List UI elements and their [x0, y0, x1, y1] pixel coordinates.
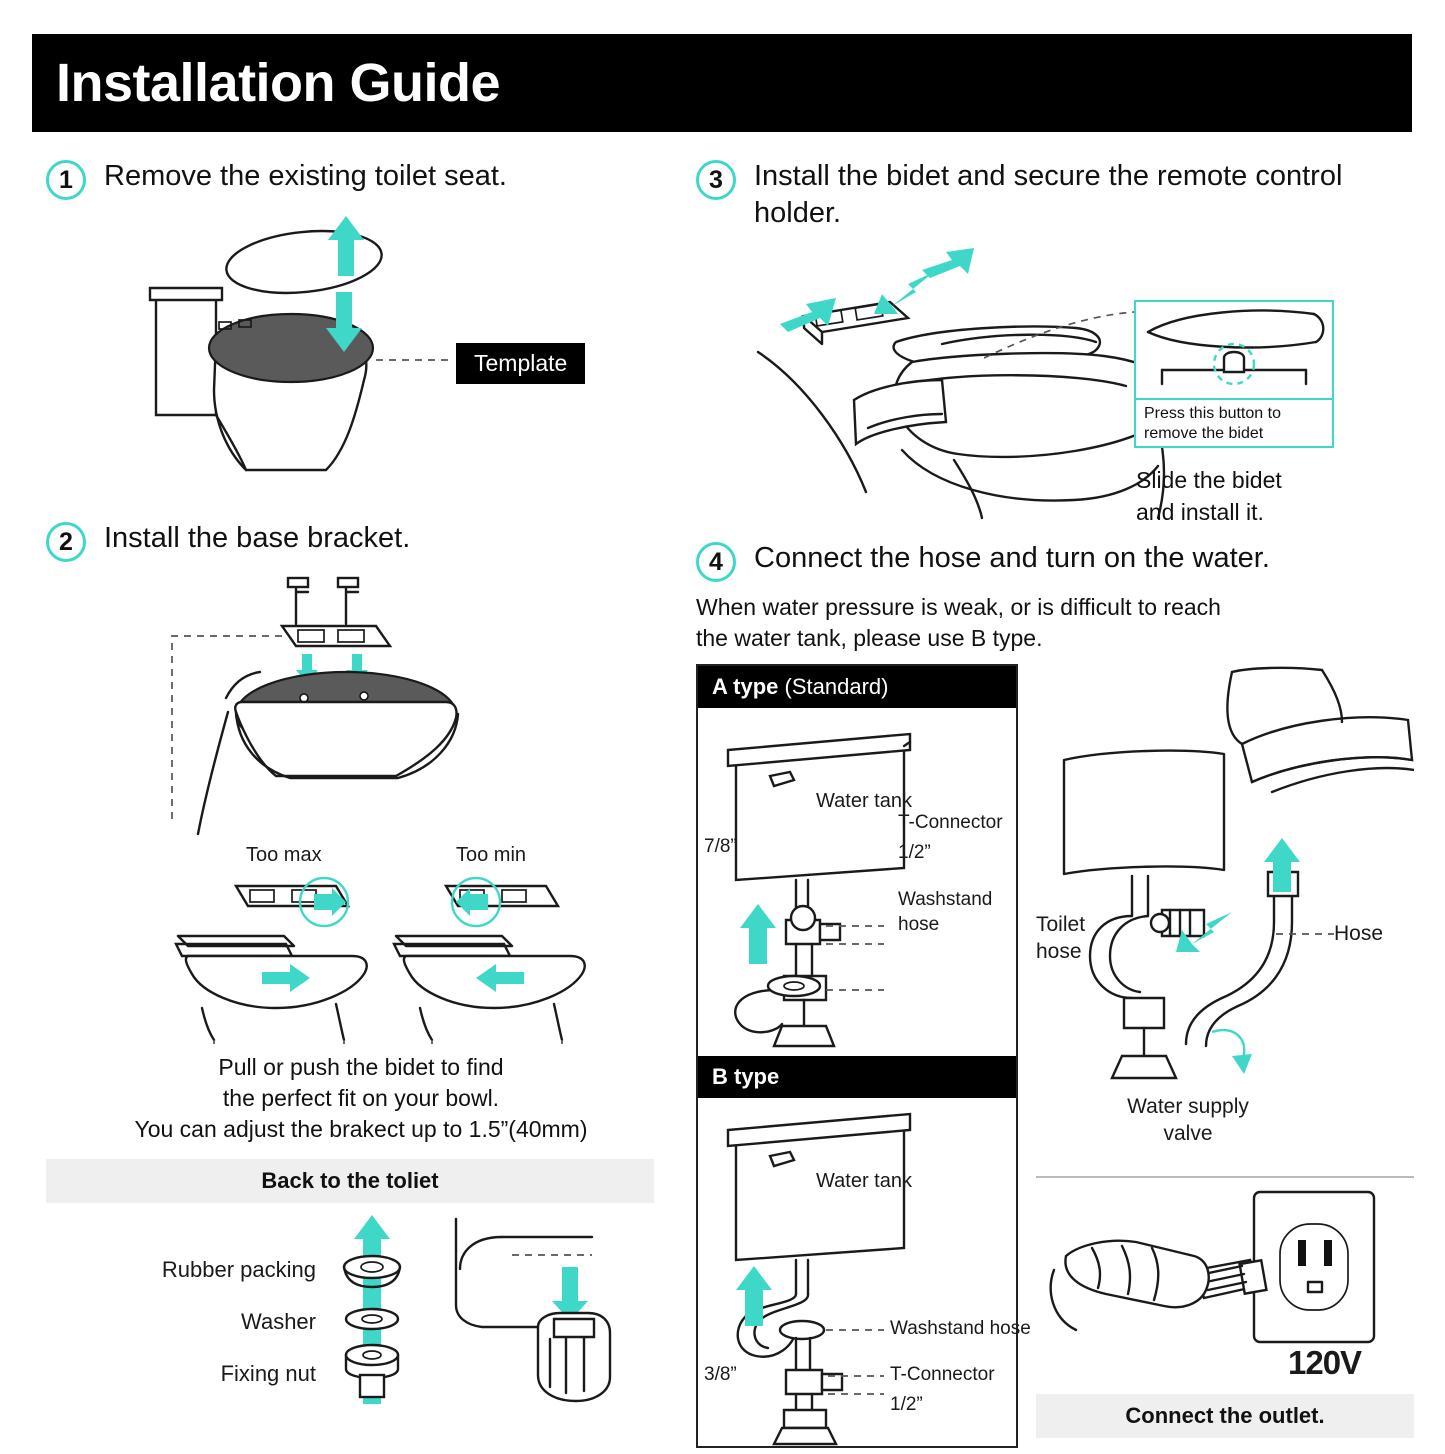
toilet-hose-label-line2: hose [1036, 939, 1082, 963]
hose-connection-drawing [1036, 664, 1414, 1134]
type-b-connector-size-label: 1/2” [890, 1394, 923, 1416]
step-2 [46, 520, 676, 1404]
water-supply-valve-line2: valve [1163, 1121, 1213, 1145]
release-button-caption [1136, 398, 1332, 450]
toilet-hose-label-line1: Toilet [1036, 913, 1086, 937]
step-3-heading [696, 158, 1416, 232]
type-b-band [698, 1056, 1016, 1098]
step-4-heading [696, 540, 1416, 582]
type-a-connector-size-label: 1/2” [898, 842, 931, 864]
slide-bidet-caption [1136, 464, 1282, 528]
step-2-caption [46, 1052, 676, 1145]
type-a-illustration [698, 708, 1016, 1056]
step-2-illustration [46, 562, 676, 852]
template-label: Template [456, 343, 585, 384]
voltage-label: 120V [1288, 1344, 1362, 1382]
type-b-size-label: 3/8” [704, 1364, 737, 1386]
too-max-label: Too max [246, 844, 322, 866]
right-column [696, 158, 1416, 1454]
outlet-panel [1036, 1176, 1414, 1450]
release-button-caption-line2: remove the bidet [1144, 425, 1264, 443]
step-2-caption-line3: You can adjust the brakect up to 1.5”(40mm) [134, 1116, 588, 1143]
step-3-illustration [696, 232, 1416, 526]
bracket-fit-drawing [46, 844, 676, 1044]
step-1 [46, 158, 676, 500]
step-4-note-line2: the water tank, please use B type. [696, 625, 1043, 652]
outlet-illustration [1036, 1178, 1414, 1394]
step-4 [696, 540, 1416, 1454]
step-3 [696, 158, 1416, 526]
step-1-title: Remove the existing toilet seat. [104, 160, 507, 192]
step-4-panels [696, 664, 1416, 1454]
base-bracket-drawing [46, 562, 676, 852]
page-header [32, 34, 1412, 132]
type-a-washstand-line1: Washstand [898, 889, 993, 911]
hose-type-panel [696, 664, 1031, 1448]
inset-leader [984, 306, 1144, 366]
slide-bidet-caption-line2: and install it. [1136, 499, 1264, 526]
step-2-number: 2 [46, 522, 86, 562]
type-b-water-tank-label: Water tank [816, 1170, 912, 1193]
template-label-wrap [456, 343, 585, 384]
part-label-rubber-packing: Rubber packing [161, 1257, 316, 1283]
water-supply-valve-line1: Water supply [1127, 1095, 1249, 1119]
step-4-title: Connect the hose and turn on the water. [754, 542, 1270, 575]
release-button-caption-line1: Press this button to [1144, 405, 1281, 423]
type-b-washstand-label: Washstand hose [890, 1318, 1031, 1340]
step-3-number: 3 [696, 160, 736, 200]
toilet-hose-label [1036, 912, 1085, 965]
part-label-washer: Washer [241, 1309, 316, 1335]
slide-bidet-caption-line1: Slide the bidet [1136, 467, 1282, 494]
type-b-drawing [698, 1098, 1016, 1446]
back-to-toilet-band: Back to the toliet [46, 1159, 654, 1203]
release-button-drawing [1136, 302, 1332, 398]
step-3-title: Install the bidet and secure the remote control holder. [754, 160, 1343, 230]
type-a-t-connector-label: T-Connector [898, 812, 1003, 834]
step-2-caption-line1: Pull or push the bidet to find [218, 1054, 504, 1080]
step-1-heading [46, 158, 676, 200]
release-button-inset [1134, 300, 1334, 448]
hose-connection-panel [1036, 664, 1414, 1174]
page-title: Installation Guide [56, 53, 501, 113]
type-b-t-connector-label: T-Connector [890, 1364, 995, 1386]
bracket-fit-illustration [46, 844, 676, 1044]
step-1-number: 1 [46, 160, 86, 200]
step-2-heading [46, 520, 676, 562]
water-supply-valve-label [1088, 1094, 1288, 1147]
type-a-water-tank-label: Water tank [816, 790, 912, 813]
type-a-band-title: A type [712, 674, 779, 700]
type-a-band-subtitle: (Standard) [784, 674, 889, 700]
step-1-illustration [46, 200, 676, 500]
type-a-band [698, 666, 1016, 708]
type-b-band-title: B type [712, 1064, 780, 1090]
type-a-size-label: 7/8” [704, 836, 737, 858]
type-a-washstand-line2: hose [898, 914, 940, 935]
step-2-caption-line2: the perfect fit on your bowl. [222, 1085, 500, 1112]
type-a-washstand-label [898, 888, 992, 937]
too-min-label: Too min [456, 844, 527, 866]
part-label-fixing-nut: Fixing nut [220, 1361, 316, 1387]
left-column [46, 158, 676, 1404]
hose-leader [1276, 932, 1336, 936]
type-b-illustration [698, 1098, 1031, 1446]
hose-label: Hose [1334, 922, 1384, 946]
step-4-note [696, 592, 1416, 654]
fixing-parts-illustration [46, 1209, 676, 1404]
step-2-title: Install the base bracket. [104, 522, 411, 554]
type-a-drawing [698, 708, 1016, 1056]
step-4-number: 4 [696, 542, 736, 582]
step-4-note-line1: When water pressure is weak, or is difficult to reach [696, 594, 1221, 621]
fixing-parts-drawing [46, 1209, 676, 1404]
connect-outlet-band: Connect the outlet. [1036, 1394, 1414, 1438]
